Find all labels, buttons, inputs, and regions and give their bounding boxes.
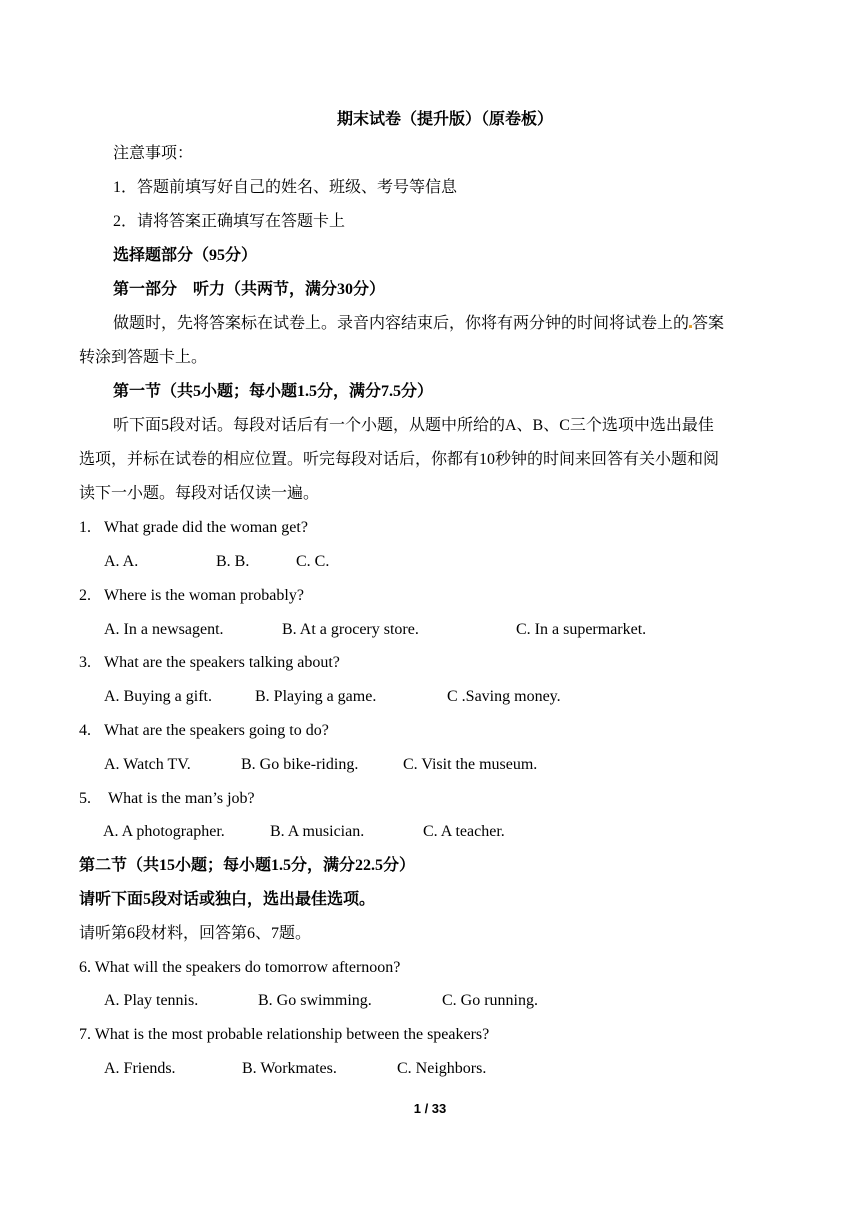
section1-heading: 第一节（共5小题；每小题1.5分，满分7.5分） [113, 383, 434, 400]
option-b: B. Go bike-riding. [241, 756, 359, 773]
option-a: A. Buying a gift. [104, 688, 212, 705]
question-number: 3. [79, 654, 91, 671]
option-c: C .Saving money. [447, 688, 561, 705]
question-text: What is the man’s job? [108, 790, 255, 807]
option-b: B. Workmates. [242, 1060, 337, 1077]
question-number: 5. [79, 790, 91, 807]
section-choice-heading: 选择题部分（95分） [113, 247, 258, 264]
page-number: 1 / 33 [413, 1101, 447, 1116]
section2-heading: 第二节（共15小题；每小题1.5分，满分22.5分） [79, 857, 416, 874]
question-text: What are the speakers going to do? [104, 722, 329, 739]
part1-instruction [113, 314, 724, 334]
option-b: B. Go swimming. [258, 992, 372, 1009]
part1-instruction-text: 做题时，先将答案标在试卷上。录音内容结束后，你将有两分钟的时间将试卷上的 [113, 315, 690, 332]
option-b: B. A musician. [270, 823, 365, 840]
option-a: A. Watch TV. [104, 756, 191, 773]
option-c: C. In a supermarket. [516, 621, 647, 638]
notice-item: 2．请将答案正确填写在答题卡上 [113, 213, 346, 230]
page-title: 期末试卷（提升版）（原卷板） [336, 111, 553, 128]
part1-instruction-continued: 转涂到答题卡上。 [79, 349, 208, 366]
option-c: C. Go running. [442, 992, 538, 1009]
option-a: A. A photographer. [103, 823, 225, 840]
option-c: C. Visit the museum. [403, 756, 538, 773]
option-c: C. Neighbors. [397, 1060, 487, 1077]
section2-material: 请听第6段材料，回答第6、7题。 [79, 925, 312, 942]
section2-instruction: 请听下面5段对话或独白，选出最佳选项。 [79, 891, 376, 908]
option-c: C. C. [296, 553, 330, 570]
question-text: 7. What is the most probable relationship between the speakers? [79, 1026, 490, 1043]
question-text: What are the speakers talking about? [104, 654, 340, 671]
option-a: A. Friends. [104, 1060, 176, 1077]
part1-instruction-tail: 答案 [692, 315, 725, 332]
question-number: 2. [79, 587, 91, 604]
question-text: What grade did the woman get? [104, 519, 308, 536]
section1-instruction: 选项，并标在试卷的相应位置。听完每段对话后，你都有10秒钟的时间来回答有关小题和阅 [79, 451, 720, 468]
question-text: Where is the woman probably? [104, 587, 304, 604]
option-a: A. Play tennis. [104, 992, 199, 1009]
question-number: 1. [79, 519, 91, 536]
notice-heading: 注意事项： [113, 145, 194, 162]
option-b: B. Playing a game. [255, 688, 377, 705]
option-a: A. In a newsagent. [104, 621, 224, 638]
notice-item: 1．答题前填写好自己的姓名、班级、考号等信息 [113, 179, 458, 196]
option-b: B. B. [216, 553, 250, 570]
question-text: 6. What will the speakers do tomorrow afternoon? [79, 959, 401, 976]
question-number: 4. [79, 722, 91, 739]
option-c: C. A teacher. [423, 823, 505, 840]
part1-heading: 第一部分 听力（共两节，满分30分） [113, 281, 386, 298]
option-b: B. At a grocery store. [282, 621, 419, 638]
section1-instruction: 听下面5段对话。每段对话后有一个小题，从题中所给的A、B、C三个选项中选出最佳 [113, 417, 714, 434]
option-a: A. A. [104, 553, 139, 570]
section1-instruction: 读下一小题。每段对话仅读一遍。 [79, 485, 320, 502]
